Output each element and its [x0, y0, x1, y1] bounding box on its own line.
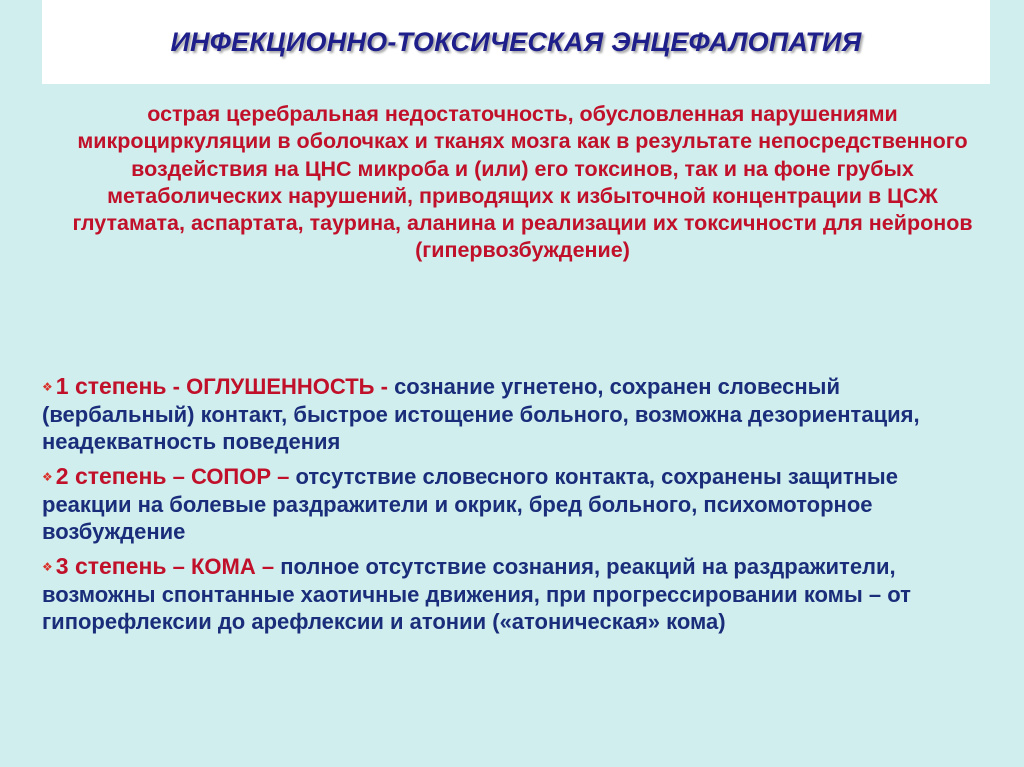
degree-description: отсутствие словесного контакта, сохранены защитные реакции на болевые раздражители и окрик, бред больного, психомоторное возбуждение: [42, 464, 898, 544]
slide-title: ИНФЕКЦИОННО-ТОКСИЧЕСКАЯ ЭНЦЕФАЛОПАТИЯ: [170, 26, 862, 57]
degree-lead: 3 степень: [55, 553, 167, 579]
degree-item-1: [42, 373, 992, 455]
degree-separator: –: [166, 464, 191, 489]
degree-separator: -: [374, 374, 395, 399]
degree-separator: –: [271, 464, 296, 489]
degree-stage: ОГЛУШЕННОСТЬ: [186, 374, 375, 399]
diamond-bullet-icon: ❖: [42, 380, 53, 394]
degree-item-2: [42, 463, 992, 545]
degree-lead: 2 степень: [55, 463, 167, 489]
degree-stage: СОПОР: [190, 464, 272, 489]
degree-separator: –: [166, 554, 191, 579]
degree-description: полное отсутствие сознания, реакций на раздражители, возможны спонтанные хаотичные движения, при прогрессировании комы – от гипорефлексии до арефлексии и атонии («атоническая» кома): [42, 554, 911, 634]
degree-lead: 1 степень: [55, 373, 167, 399]
definition-text: острая церебральная недостаточность, обусловленная нарушениями микроциркуляции в оболочках и тканях мозга как в результате непосредственного воздействия на ЦНС микроба и (или) его токсинов, так и на фоне грубых метаболических нарушений, приводящих к избыточной концентрации в ЦСЖ глутамата, аспартата, таурина, аланина и реализации их токсичности для нейронов (гипервозбуждение): [72, 102, 973, 263]
degree-separator: -: [166, 374, 187, 399]
degree-separator: –: [255, 554, 281, 579]
diamond-bullet-icon: ❖: [42, 470, 53, 484]
degree-description: сознание угнетено, сохранен словесный (вербальный) контакт, быстрое истощение больного, возможна дезориентация, неадекватность поведения: [42, 374, 920, 454]
degree-stage: КОМА: [190, 554, 256, 579]
diamond-bullet-icon: ❖: [42, 560, 53, 574]
title-box: [42, 0, 990, 84]
degree-item-3: [42, 553, 992, 635]
degrees-list: [42, 373, 992, 643]
